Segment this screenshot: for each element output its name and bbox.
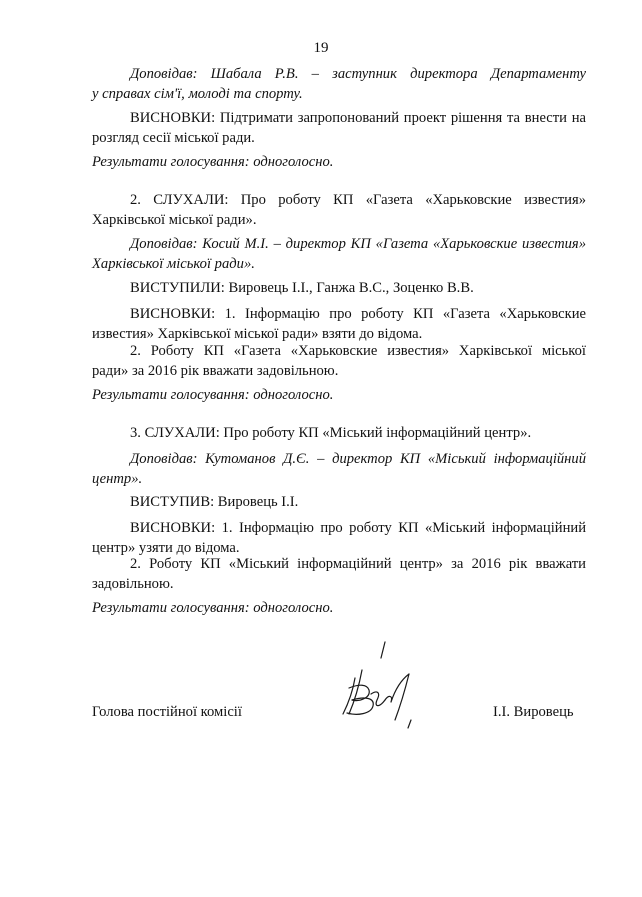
conclusion-3b-line-1: 2. Роботу КП «Міський інформаційний центр» за 2016 рік вважати xyxy=(130,556,586,572)
speaker-2-line-1: Доповідав: Косий М.І. – директор КП «Газета «Харьковские известия» xyxy=(130,236,586,252)
conclusion-paragraph-2 xyxy=(92,304,586,344)
speaker-2-line-2: Харківської міської ради». xyxy=(92,256,255,272)
signatory-name: І.І. Вировець xyxy=(493,704,574,720)
conclusion-1-line-1: ВИСНОВКИ: Підтримати запропонований проект рішення та внести на xyxy=(130,110,586,126)
conclusion-2b-line-1: 2. Роботу КП «Газета «Харьковские известия» Харківської міської xyxy=(130,343,586,359)
page-number: 19 xyxy=(313,40,329,56)
speaker-3-line-2: центр». xyxy=(92,471,143,487)
speaker-1-line-2: у справах сім'ї, молоді та спорту. xyxy=(92,86,303,102)
speaker-paragraph-1 xyxy=(92,64,586,104)
handwritten-signature xyxy=(325,640,445,735)
speaker-paragraph-2 xyxy=(92,234,586,274)
conclusion-paragraph-3 xyxy=(92,518,586,558)
heard-paragraph-2 xyxy=(92,190,586,230)
signatory-position: Голова постійної комісії xyxy=(92,704,242,720)
vote-result-2: Результати голосування: одноголосно. xyxy=(92,387,334,403)
conclusion-paragraph-1 xyxy=(92,108,586,148)
conclusion-2-line-2: известия» Харківської міської ради» взяти до відома. xyxy=(92,326,423,342)
conclusion-2b-line-2: ради» за 2016 рік вважати задовільною. xyxy=(92,363,339,379)
speaker-3-line-1: Доповідав: Кутоманов Д.Є. – директор КП «Міський інформаційний xyxy=(130,451,586,467)
heard-2-line-1: 2. СЛУХАЛИ: Про роботу КП «Газета «Харьковские известия» xyxy=(130,192,586,208)
heard-paragraph-3: 3. СЛУХАЛИ: Про роботу КП «Міський інформаційний центр». xyxy=(130,425,532,441)
conclusion-paragraph-3b xyxy=(92,554,586,594)
conclusion-1-line-2: розгляд сесії міської ради. xyxy=(92,130,255,146)
vote-result-3: Результати голосування: одноголосно. xyxy=(92,600,334,616)
conclusion-3-line-2: центр» узяти до відома. xyxy=(92,540,240,556)
speaker-list-3: ВИСТУПИВ: Вировець І.І. xyxy=(130,494,299,510)
speakers-list-2: ВИСТУПИЛИ: Вировець І.І., Ганжа В.С., Зоценко В.В. xyxy=(130,280,474,296)
vote-result-1: Результати голосування: одноголосно. xyxy=(92,154,334,170)
conclusion-3b-line-2: задовільною. xyxy=(92,576,174,592)
heard-2-line-2: Харківської міської ради». xyxy=(92,212,257,228)
conclusion-3-line-1: ВИСНОВКИ: 1. Інформацію про роботу КП «Міський інформаційний xyxy=(130,520,586,536)
conclusion-paragraph-2b xyxy=(92,341,586,381)
speaker-1-line-1: Доповідав: Шабала Р.В. – заступник директора Департаменту xyxy=(130,66,586,82)
speaker-paragraph-3 xyxy=(92,449,586,489)
conclusion-2-line-1: ВИСНОВКИ: 1. Інформацію про роботу КП «Газета «Харьковские xyxy=(130,306,586,322)
